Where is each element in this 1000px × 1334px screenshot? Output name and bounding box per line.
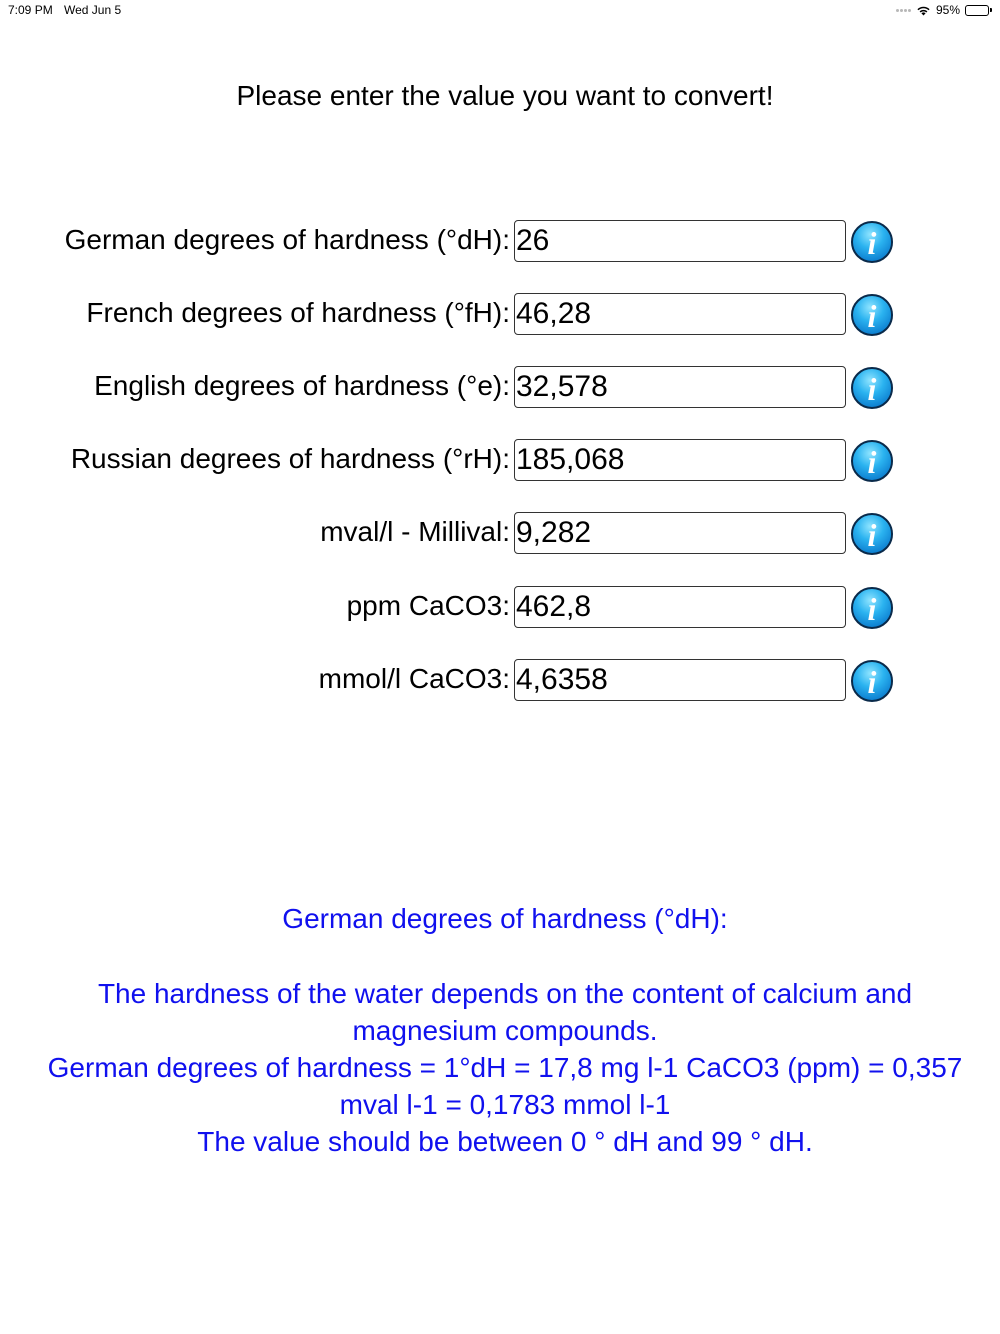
info-line: German degrees of hardness = 1°dH = 17,8 mg l-1 CaCO3 (ppm) = 0,357	[47, 1052, 963, 1083]
cellular-signal-icon	[896, 9, 911, 12]
row-millival	[0, 512, 1000, 556]
info-line: mval l-1 = 0,1783 mmol l-1	[339, 1089, 671, 1120]
wifi-icon	[916, 5, 931, 16]
status-time: 7:09 PM	[8, 3, 53, 17]
status-date: Wed Jun 5	[64, 3, 122, 17]
info-icon: i	[867, 225, 877, 261]
input-russian-rh[interactable]	[514, 439, 846, 481]
battery-percentage: 95%	[935, 3, 960, 17]
info-icon: i	[867, 444, 877, 480]
info-icon: i	[867, 298, 877, 334]
input-german-dh[interactable]	[514, 220, 846, 262]
info-button-english-e[interactable]	[851, 367, 893, 409]
input-french-fh[interactable]	[514, 293, 846, 335]
input-ppm-caco3[interactable]	[514, 586, 846, 628]
info-icon: i	[867, 664, 877, 700]
label-german-dh: German degrees of hardness (°dH):	[64, 224, 510, 255]
info-button-german-dh[interactable]	[851, 221, 893, 263]
label-millival: mval/l - Millival:	[320, 516, 510, 547]
info-line: The hardness of the water depends on the content of calcium and	[97, 978, 913, 1009]
status-indicators	[896, 3, 992, 17]
info-button-mmol-caco3[interactable]	[851, 660, 893, 702]
row-mmol-caco3	[0, 659, 1000, 703]
info-line: The value should be between 0 ° dH and 99 ° dH.	[197, 1126, 813, 1157]
row-french-fh	[0, 293, 1000, 337]
info-title: German degrees of hardness (°dH):	[282, 903, 728, 934]
info-button-french-fh[interactable]	[851, 294, 893, 336]
input-mmol-caco3[interactable]	[514, 659, 846, 701]
info-description	[0, 900, 1000, 1160]
row-russian-rh	[0, 439, 1000, 483]
info-button-russian-rh[interactable]	[851, 440, 893, 482]
row-german-dh	[0, 220, 1000, 264]
label-ppm-caco3: ppm CaCO3:	[346, 590, 510, 621]
label-english-e: English degrees of hardness (°e):	[94, 370, 510, 401]
info-button-millival[interactable]	[851, 513, 893, 555]
info-line: magnesium compounds.	[352, 1015, 658, 1046]
label-russian-rh: Russian degrees of hardness (°rH):	[70, 443, 510, 474]
battery-icon	[965, 5, 992, 16]
input-english-e[interactable]	[514, 366, 846, 408]
status-bar	[0, 0, 1000, 22]
info-button-ppm-caco3[interactable]	[851, 587, 893, 629]
page-title: Please enter the value you want to convert!	[236, 80, 774, 111]
row-english-e	[0, 366, 1000, 410]
info-icon: i	[867, 517, 877, 553]
info-icon: i	[867, 591, 877, 627]
input-millival[interactable]	[514, 512, 846, 554]
row-ppm-caco3	[0, 586, 1000, 630]
info-icon: i	[867, 371, 877, 407]
label-french-fh: French degrees of hardness (°fH):	[86, 297, 510, 328]
label-mmol-caco3: mmol/l CaCO3:	[318, 663, 510, 694]
